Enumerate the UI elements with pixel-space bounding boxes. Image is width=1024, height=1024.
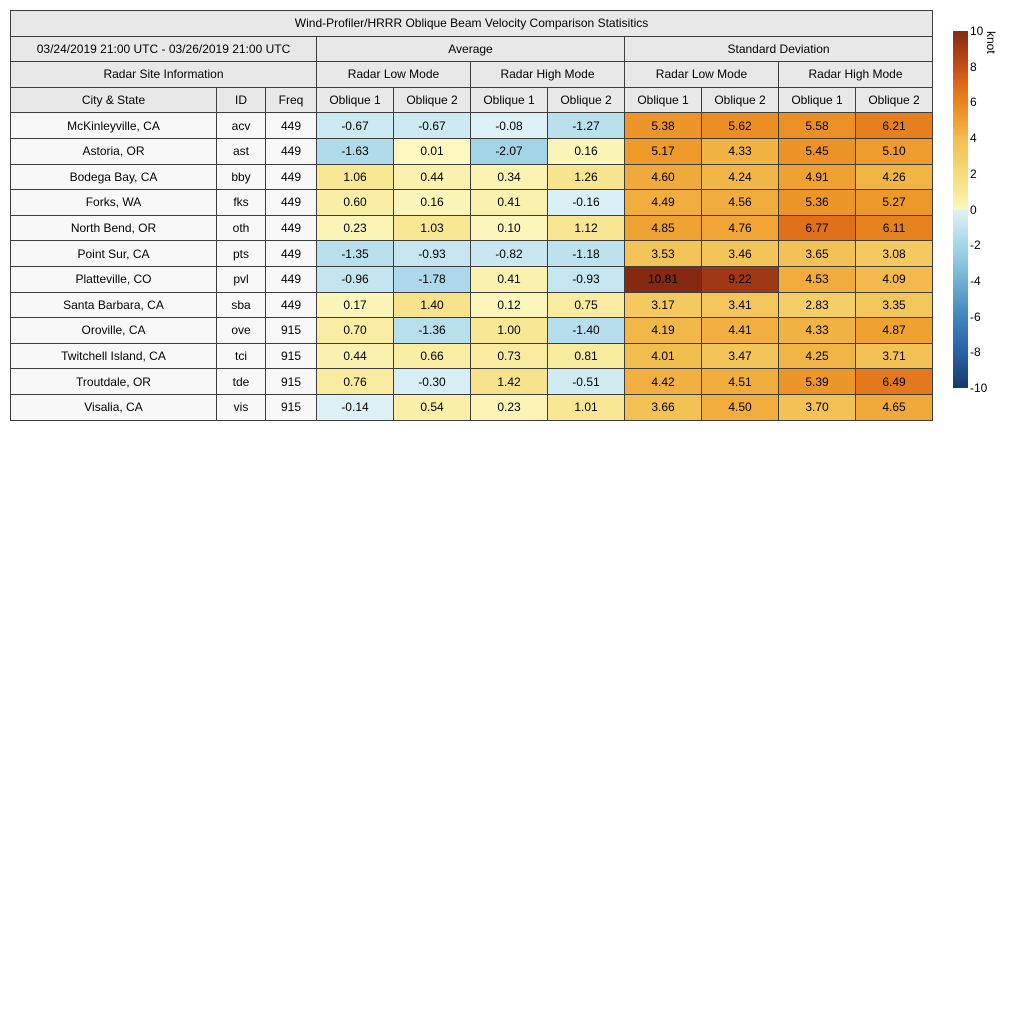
value-cell: -0.82	[471, 241, 548, 267]
col-header-oblique2: Oblique 2	[548, 87, 625, 113]
value-cell: -0.16	[548, 190, 625, 216]
city-cell: McKinleyville, CA	[11, 113, 217, 139]
colorbar-tick-label: 4	[970, 131, 977, 146]
id-cell: bby	[217, 164, 266, 190]
value-cell: 4.51	[702, 369, 779, 395]
colorbar-gradient	[953, 31, 968, 388]
stats-table	[10, 10, 933, 421]
freq-cell: 915	[266, 343, 317, 369]
value-cell: 6.77	[779, 215, 856, 241]
freq-cell: 449	[266, 266, 317, 292]
value-cell: 4.19	[625, 318, 702, 344]
value-cell: 5.62	[702, 113, 779, 139]
city-cell: Platteville, CO	[11, 266, 217, 292]
colorbar-tick-label: 2	[970, 166, 977, 181]
table-row	[11, 215, 933, 241]
freq-cell: 449	[266, 215, 317, 241]
value-cell: 3.35	[856, 292, 933, 318]
col-header-id: ID	[217, 87, 266, 113]
value-cell: -0.51	[548, 369, 625, 395]
value-cell: 0.81	[548, 343, 625, 369]
value-cell: 4.53	[779, 266, 856, 292]
id-cell: sba	[217, 292, 266, 318]
value-cell: 1.00	[471, 318, 548, 344]
value-cell: 4.85	[625, 215, 702, 241]
value-cell: 1.40	[394, 292, 471, 318]
value-cell: 4.25	[779, 343, 856, 369]
value-cell: 4.42	[625, 369, 702, 395]
value-cell: -0.67	[317, 113, 394, 139]
value-cell: 1.03	[394, 215, 471, 241]
city-cell: Astoria, OR	[11, 138, 217, 164]
value-cell: 0.23	[471, 394, 548, 420]
value-cell: 4.91	[779, 164, 856, 190]
col-header-oblique2: Oblique 2	[702, 87, 779, 113]
value-cell: -0.93	[548, 266, 625, 292]
value-cell: -0.30	[394, 369, 471, 395]
freq-cell: 915	[266, 394, 317, 420]
std-low-mode-header: Radar Low Mode	[625, 62, 779, 88]
avg-high-mode-header: Radar High Mode	[471, 62, 625, 88]
value-cell: 0.70	[317, 318, 394, 344]
table-row	[11, 164, 933, 190]
value-cell: 6.49	[856, 369, 933, 395]
value-cell: 1.01	[548, 394, 625, 420]
group-header-row	[11, 36, 933, 62]
value-cell: 4.41	[702, 318, 779, 344]
value-cell: 0.41	[471, 190, 548, 216]
col-header-oblique1: Oblique 1	[625, 87, 702, 113]
value-cell: 0.44	[394, 164, 471, 190]
value-cell: -1.35	[317, 241, 394, 267]
value-cell: 4.33	[702, 138, 779, 164]
value-cell: -0.96	[317, 266, 394, 292]
value-cell: 4.76	[702, 215, 779, 241]
value-cell: -0.67	[394, 113, 471, 139]
city-cell: Santa Barbara, CA	[11, 292, 217, 318]
value-cell: 4.60	[625, 164, 702, 190]
city-cell: Oroville, CA	[11, 318, 217, 344]
table-row	[11, 266, 933, 292]
site-info-header: Radar Site Information	[11, 62, 317, 88]
value-cell: 0.73	[471, 343, 548, 369]
freq-cell: 449	[266, 292, 317, 318]
value-cell: 0.75	[548, 292, 625, 318]
id-cell: ove	[217, 318, 266, 344]
table-row	[11, 394, 933, 420]
value-cell: 4.26	[856, 164, 933, 190]
value-cell: -1.63	[317, 138, 394, 164]
value-cell: -1.36	[394, 318, 471, 344]
value-cell: 9.22	[702, 266, 779, 292]
city-cell: Forks, WA	[11, 190, 217, 216]
colorbar-tick-label: -8	[970, 345, 981, 360]
id-cell: ast	[217, 138, 266, 164]
value-cell: 3.53	[625, 241, 702, 267]
value-cell: 1.12	[548, 215, 625, 241]
value-cell: 5.10	[856, 138, 933, 164]
value-cell: 4.65	[856, 394, 933, 420]
table-title: Wind-Profiler/HRRR Oblique Beam Velocity Comparison Statisitics	[11, 11, 933, 37]
value-cell: 0.17	[317, 292, 394, 318]
value-cell: 0.16	[548, 138, 625, 164]
value-cell: -0.14	[317, 394, 394, 420]
value-cell: 4.09	[856, 266, 933, 292]
value-cell: 4.24	[702, 164, 779, 190]
value-cell: 0.01	[394, 138, 471, 164]
city-cell: North Bend, OR	[11, 215, 217, 241]
value-cell: 3.08	[856, 241, 933, 267]
city-cell: Point Sur, CA	[11, 241, 217, 267]
freq-cell: 915	[266, 369, 317, 395]
id-cell: pvl	[217, 266, 266, 292]
colorbar-tick-label: 10	[970, 24, 984, 38]
std-high-mode-header: Radar High Mode	[779, 62, 933, 88]
mode-header-row	[11, 62, 933, 88]
value-cell: 0.66	[394, 343, 471, 369]
group-header-std-deviation: Standard Deviation	[625, 36, 933, 62]
table-row	[11, 113, 933, 139]
colorbar-tick-label: -10	[970, 381, 988, 395]
id-cell: fks	[217, 190, 266, 216]
col-header-freq: Freq	[266, 87, 317, 113]
group-header-average: Average	[317, 36, 625, 62]
table-row	[11, 343, 933, 369]
col-header-city-state: City & State	[11, 87, 217, 113]
value-cell: -1.18	[548, 241, 625, 267]
col-header-oblique2: Oblique 2	[394, 87, 471, 113]
table-row	[11, 138, 933, 164]
value-cell: 1.26	[548, 164, 625, 190]
value-cell: 5.27	[856, 190, 933, 216]
value-cell: 5.39	[779, 369, 856, 395]
column-header-row	[11, 87, 933, 113]
table-row	[11, 241, 933, 267]
value-cell: 0.23	[317, 215, 394, 241]
value-cell: 0.16	[394, 190, 471, 216]
title-row	[11, 11, 933, 37]
value-cell: 4.50	[702, 394, 779, 420]
city-cell: Visalia, CA	[11, 394, 217, 420]
value-cell: 0.12	[471, 292, 548, 318]
data-rows	[11, 113, 933, 420]
freq-cell: 449	[266, 113, 317, 139]
value-cell: 5.17	[625, 138, 702, 164]
value-cell: 5.36	[779, 190, 856, 216]
value-cell: 0.44	[317, 343, 394, 369]
value-cell: -0.93	[394, 241, 471, 267]
colorbar-tick-label: 0	[970, 202, 977, 217]
value-cell: 4.01	[625, 343, 702, 369]
id-cell: pts	[217, 241, 266, 267]
table-row	[11, 190, 933, 216]
id-cell: acv	[217, 113, 266, 139]
city-cell: Bodega Bay, CA	[11, 164, 217, 190]
value-cell: 4.87	[856, 318, 933, 344]
value-cell: 0.34	[471, 164, 548, 190]
freq-cell: 915	[266, 318, 317, 344]
value-cell: 0.60	[317, 190, 394, 216]
value-cell: 3.71	[856, 343, 933, 369]
value-cell: 3.66	[625, 394, 702, 420]
id-cell: oth	[217, 215, 266, 241]
value-cell: 0.10	[471, 215, 548, 241]
colorbar-tick-label: -2	[970, 238, 981, 253]
value-cell: 0.54	[394, 394, 471, 420]
value-cell: 0.76	[317, 369, 394, 395]
value-cell: 5.38	[625, 113, 702, 139]
col-header-oblique1: Oblique 1	[779, 87, 856, 113]
value-cell: -1.27	[548, 113, 625, 139]
col-header-oblique2: Oblique 2	[856, 87, 933, 113]
value-cell: 3.17	[625, 292, 702, 318]
id-cell: tde	[217, 369, 266, 395]
city-cell: Troutdale, OR	[11, 369, 217, 395]
colorbar-axis-label: knot	[984, 31, 998, 54]
value-cell: 4.49	[625, 190, 702, 216]
id-cell: tci	[217, 343, 266, 369]
value-cell: 6.21	[856, 113, 933, 139]
freq-cell: 449	[266, 241, 317, 267]
city-cell: Twitchell Island, CA	[11, 343, 217, 369]
value-cell: 0.41	[471, 266, 548, 292]
value-cell: 3.70	[779, 394, 856, 420]
value-cell: 1.42	[471, 369, 548, 395]
value-cell: 3.47	[702, 343, 779, 369]
value-cell: 4.33	[779, 318, 856, 344]
value-cell: 3.46	[702, 241, 779, 267]
col-header-oblique1: Oblique 1	[471, 87, 548, 113]
value-cell: 2.83	[779, 292, 856, 318]
value-cell: -1.40	[548, 318, 625, 344]
col-header-oblique1: Oblique 1	[317, 87, 394, 113]
date-range: 03/24/2019 21:00 UTC - 03/26/2019 21:00 UTC	[11, 36, 317, 62]
avg-low-mode-header: Radar Low Mode	[317, 62, 471, 88]
table-row	[11, 318, 933, 344]
value-cell: -1.78	[394, 266, 471, 292]
freq-cell: 449	[266, 164, 317, 190]
value-cell: 3.41	[702, 292, 779, 318]
value-cell: 1.06	[317, 164, 394, 190]
freq-cell: 449	[266, 190, 317, 216]
value-cell: -2.07	[471, 138, 548, 164]
value-cell: 5.58	[779, 113, 856, 139]
value-cell: 3.65	[779, 241, 856, 267]
table-row	[11, 292, 933, 318]
id-cell: vis	[217, 394, 266, 420]
value-cell: 6.11	[856, 215, 933, 241]
table-row	[11, 369, 933, 395]
colorbar-tick-label: 6	[970, 95, 977, 110]
value-cell: 4.56	[702, 190, 779, 216]
colorbar-tick-label: -6	[970, 309, 981, 324]
value-cell: 5.45	[779, 138, 856, 164]
value-cell: -0.08	[471, 113, 548, 139]
value-cell: 10.81	[625, 266, 702, 292]
colorbar-tick-label: -4	[970, 273, 981, 288]
colorbar-tick-label: 8	[970, 59, 977, 74]
freq-cell: 449	[266, 138, 317, 164]
